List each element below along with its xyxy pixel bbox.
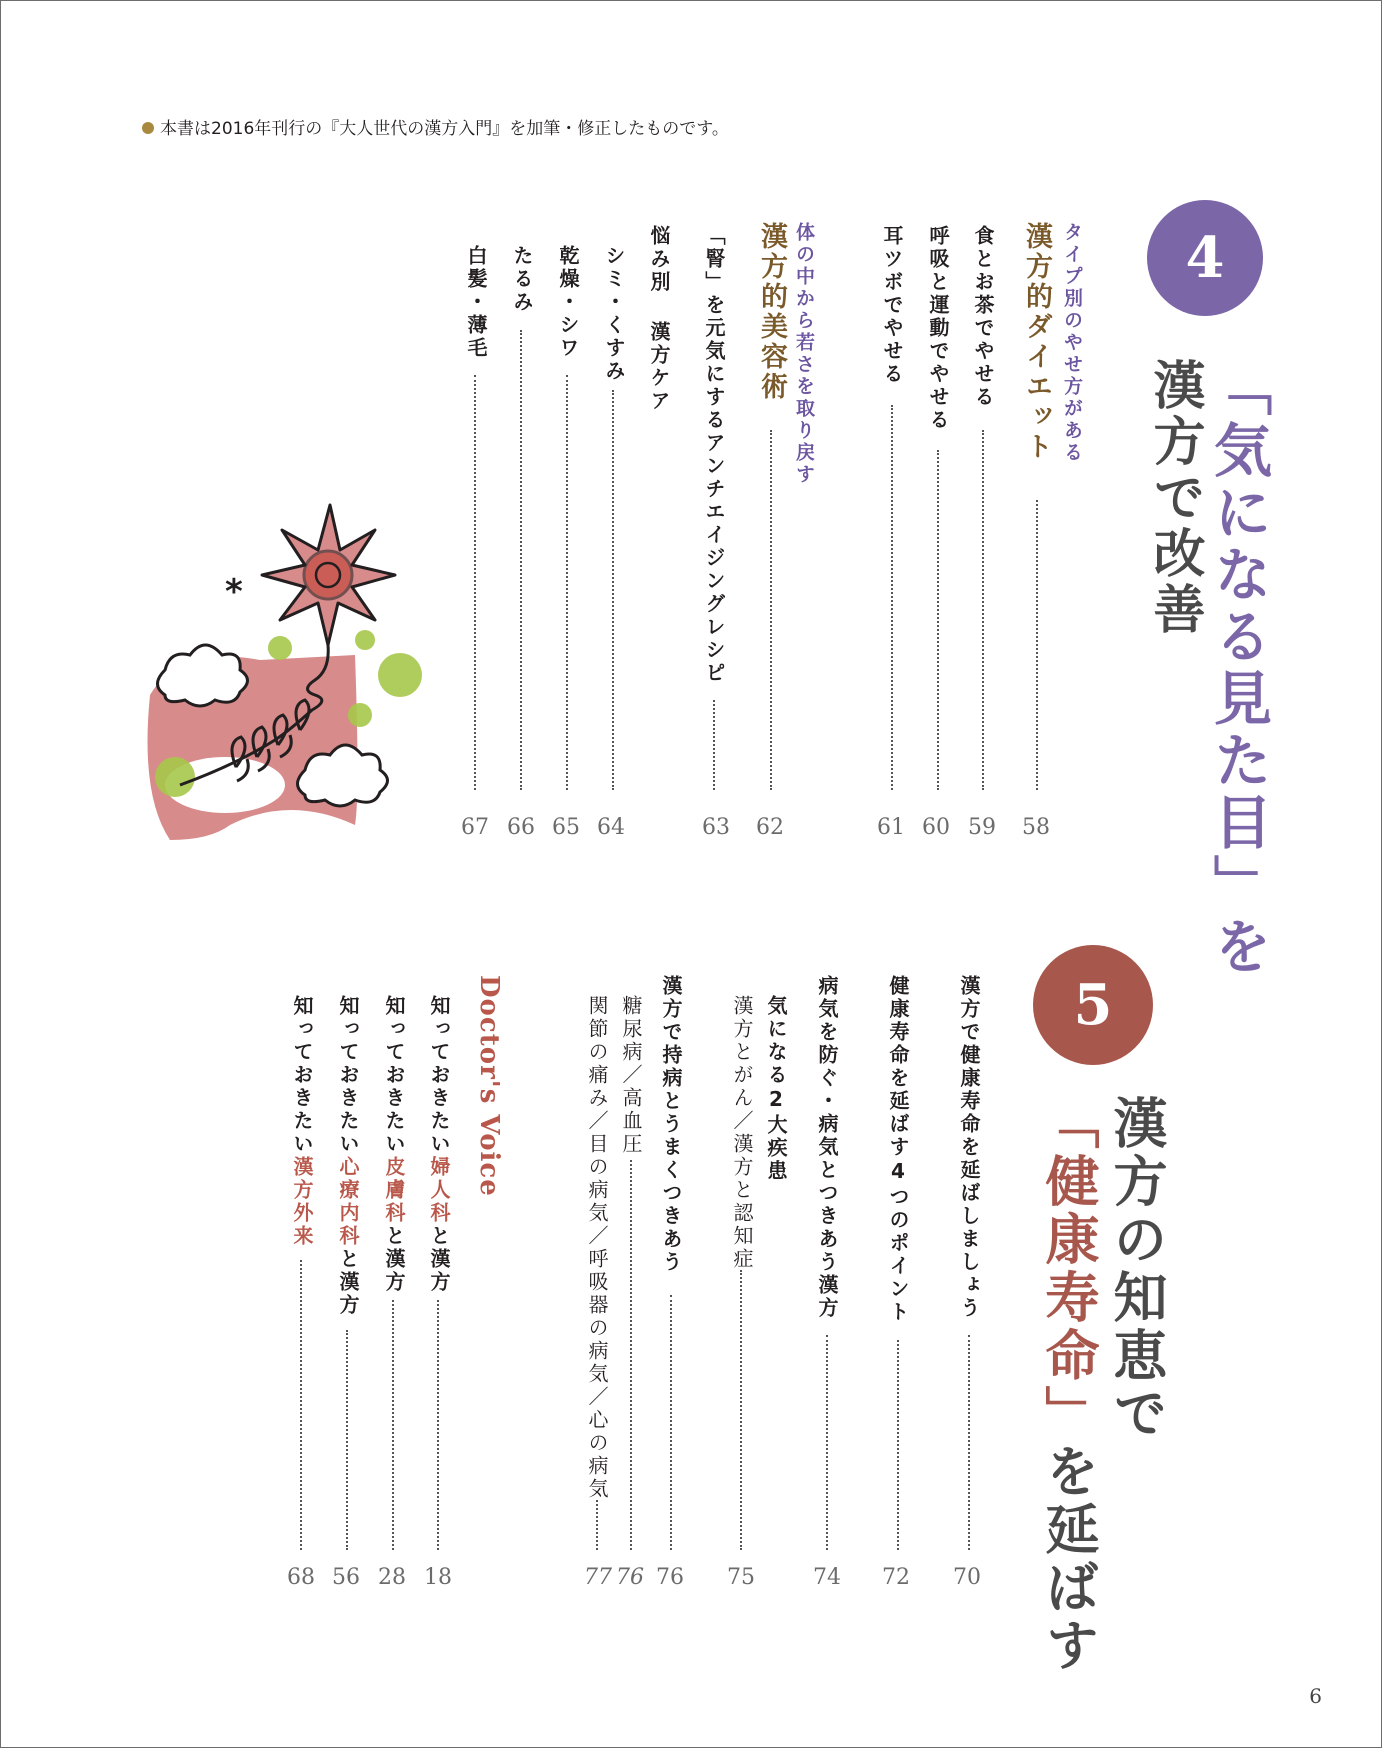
entry-highlight: 婦人科 xyxy=(427,1156,451,1225)
page-number: 63 xyxy=(702,815,730,840)
chapter4-title-line2: 漢方で改善 xyxy=(1144,358,1204,638)
entry-highlight: 心療内科 xyxy=(336,1156,360,1248)
entry-highlight: 皮膚科 xyxy=(382,1156,406,1225)
leader-dots xyxy=(891,405,893,790)
chapter4-number-circle: 4 xyxy=(1147,200,1263,316)
leader-dots xyxy=(300,1260,302,1550)
leader-dots xyxy=(612,390,614,790)
leader-dots xyxy=(437,1300,439,1550)
toc-entry: 悩み別 漢方ケア xyxy=(647,225,671,413)
toc-entry[interactable]: 呼吸と運動でやせる xyxy=(926,225,950,432)
flower-illustration xyxy=(140,495,440,855)
toc-entry[interactable]: 食とお茶でやせる xyxy=(971,225,995,409)
toc-entry[interactable]: 漢方で健康寿命を延ばしましょう xyxy=(957,975,981,1320)
toc-entry[interactable]: 健康寿命を延ばす4つのポイント xyxy=(886,975,910,1324)
toc-entry[interactable]: 漢方で持病とうまくつきあう xyxy=(659,975,683,1274)
page-number: 66 xyxy=(507,815,535,840)
edition-note-text: 本書は2016年刊行の『大人世代の漢方入門』を加筆・修正したものです。 xyxy=(160,119,729,139)
toc-entry[interactable]: 関節の痛み／目の病気／呼吸器の病気／心の病気 xyxy=(585,995,609,1501)
page-number: 64 xyxy=(597,815,625,840)
page-number: 59 xyxy=(968,815,996,840)
leader-dots xyxy=(982,430,984,790)
leader-dots xyxy=(392,1300,394,1550)
leader-dots xyxy=(1036,500,1038,790)
green-dot xyxy=(355,630,375,650)
chapter5-number-circle: 5 xyxy=(1033,945,1153,1065)
page-number: 67 xyxy=(461,815,489,840)
page-number: 61 xyxy=(877,815,905,840)
chapter5-title-line1: 漢方の知恵で xyxy=(1105,1095,1168,1443)
leader-dots xyxy=(630,1160,632,1550)
chapter5-title-rest: を延ばす xyxy=(1037,1443,1100,1675)
chapter4-subtitle-diet: タイプ別のやせ方がある xyxy=(1061,222,1083,464)
page-number: 77 xyxy=(584,1565,612,1590)
entry-suffix: と漢方 xyxy=(427,1225,451,1294)
page-number: 72 xyxy=(882,1565,910,1590)
leader-dots xyxy=(740,1270,742,1550)
toc-entry[interactable] xyxy=(288,995,317,1248)
bullet-dot-icon xyxy=(142,122,154,134)
page-number: 58 xyxy=(1022,815,1050,840)
page-number: 75 xyxy=(727,1565,755,1590)
chapter5-title-line2 xyxy=(1030,1095,1107,1675)
page-number: 62 xyxy=(756,815,784,840)
leader-dots xyxy=(670,1295,672,1550)
toc-entry[interactable]: 糖尿病／高血圧 xyxy=(619,995,643,1156)
leader-dots xyxy=(897,1340,899,1550)
page-number: 76 xyxy=(616,1565,644,1590)
leader-dots xyxy=(596,1500,598,1550)
leader-dots xyxy=(770,430,772,790)
page-number: 65 xyxy=(552,815,580,840)
edition-note xyxy=(142,114,729,139)
toc-entry[interactable]: 漢方とがん／漢方と認知症 xyxy=(730,995,754,1271)
green-dot xyxy=(348,703,372,727)
toc-entry[interactable] xyxy=(425,995,454,1294)
leader-dots xyxy=(474,375,476,790)
chapter4-heading-diet: 漢方的ダイエット xyxy=(1021,222,1052,462)
toc-entry[interactable]: 白髪・薄毛 xyxy=(464,245,488,360)
entry-suffix: と漢方 xyxy=(336,1248,360,1317)
green-dot xyxy=(268,636,292,660)
page-number: 74 xyxy=(813,1565,841,1590)
toc-entry: 気になる2大疾患 xyxy=(764,995,788,1183)
folio-page-number: 6 xyxy=(1309,1684,1322,1708)
chapter4-title-line1: 「気になる見た目」を xyxy=(1204,358,1272,978)
toc-entry[interactable]: たるみ xyxy=(510,245,534,314)
leader-dots xyxy=(566,375,568,790)
toc-entry[interactable]: 「腎」を元気にするアンチエイジングレシピ xyxy=(702,225,726,685)
toc-entry[interactable] xyxy=(334,995,363,1317)
toc-entry[interactable]: 乾燥・シワ xyxy=(556,245,580,360)
leader-dots xyxy=(346,1330,348,1550)
entry-prefix: 知っておきたい xyxy=(336,995,360,1156)
cloud-outline xyxy=(158,645,248,706)
toc-entry[interactable]: 耳ツボでやせる xyxy=(880,225,904,386)
page-number: 18 xyxy=(424,1565,452,1590)
entry-prefix: 知っておきたい xyxy=(382,995,406,1156)
page-number: 28 xyxy=(378,1565,406,1590)
entry-suffix: と漢方 xyxy=(382,1225,406,1294)
entry-prefix: 知っておきたい xyxy=(427,995,451,1156)
chapter5-title-highlight: 「健康寿命」 xyxy=(1037,1095,1100,1443)
leader-dots xyxy=(520,330,522,790)
page-number: 70 xyxy=(953,1565,981,1590)
toc-entry[interactable]: 病気を防ぐ・病気とつきあう漢方 xyxy=(815,975,839,1320)
doctors-voice-title: Doctor's Voice xyxy=(474,975,504,1197)
leader-dots xyxy=(713,700,715,790)
leader-dots xyxy=(968,1335,970,1550)
leader-dots xyxy=(826,1335,828,1550)
green-dot xyxy=(155,757,195,797)
asterisk-mark: * xyxy=(225,572,243,612)
page-number: 68 xyxy=(287,1565,315,1590)
chapter4-heading-beauty: 漢方的美容術 xyxy=(756,222,787,402)
leader-dots xyxy=(937,450,939,790)
chapter4-subtitle-beauty: 体の中から若さを取り戻す xyxy=(793,222,815,486)
page-number: 76 xyxy=(656,1565,684,1590)
green-dot xyxy=(378,653,422,697)
toc-entry[interactable] xyxy=(380,995,409,1294)
toc-entry[interactable]: シミ・くすみ xyxy=(602,245,626,383)
page-number: 56 xyxy=(332,1565,360,1590)
page-number: 60 xyxy=(922,815,950,840)
entry-prefix: 知っておきたい xyxy=(290,995,314,1156)
entry-highlight: 漢方外来 xyxy=(290,1156,314,1248)
